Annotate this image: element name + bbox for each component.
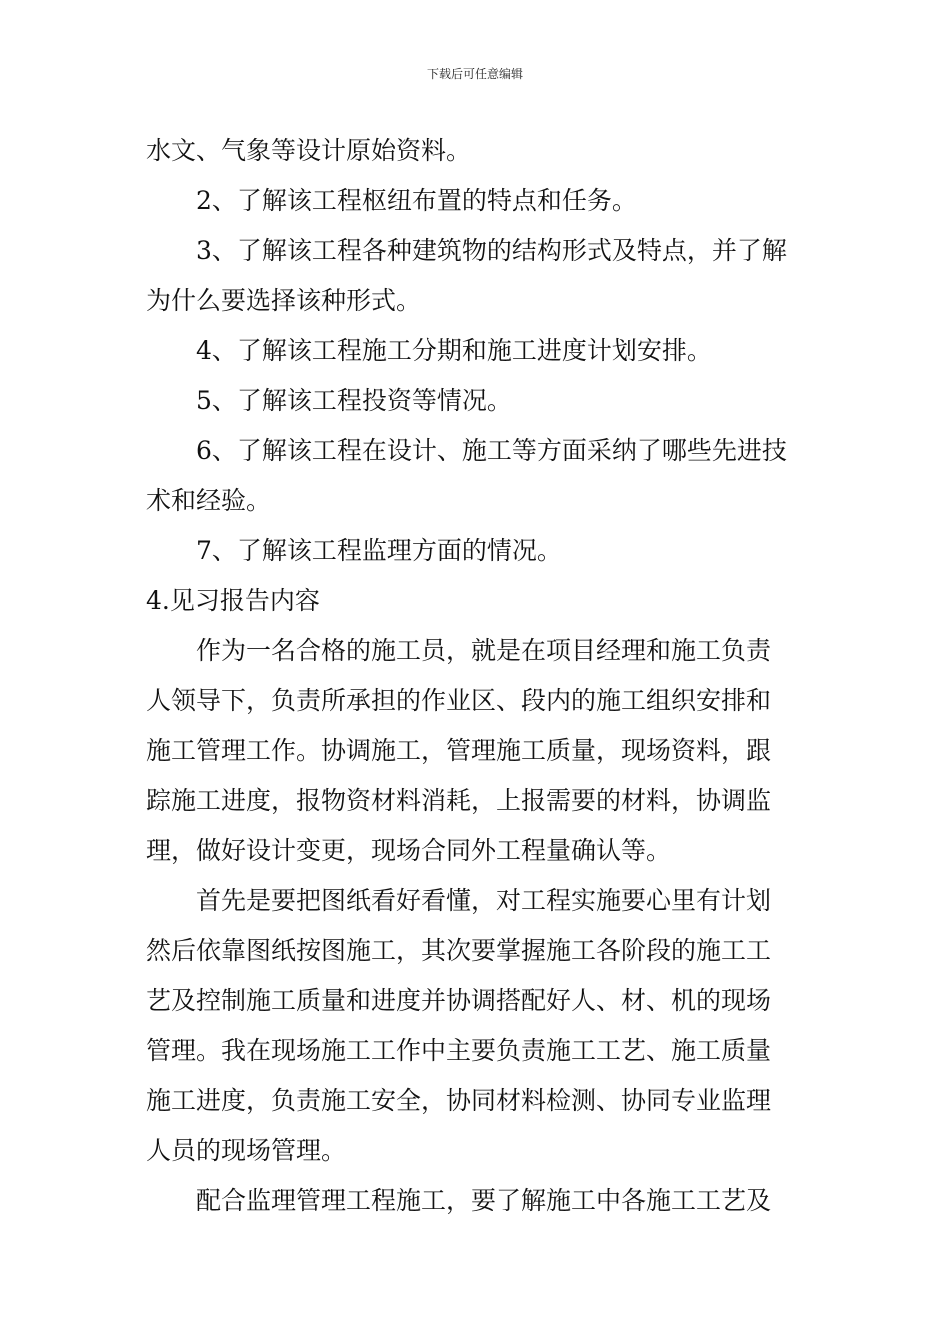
text-line: 然后依靠图纸按图施工，其次要掌握施工各阶段的施工工	[146, 936, 772, 965]
text-line: 踪施工进度，报物资材料消耗，上报需要的材料，协调监	[146, 786, 772, 815]
text-line: 首先是要把图纸看好看懂，对工程实施要心里有计划	[196, 886, 772, 915]
text-line: 人领导下，负责所承担的作业区、段内的施工组织安排和	[146, 686, 772, 715]
text-line: 6、了解该工程在设计、施工等方面采纳了哪些先进技	[196, 436, 787, 465]
document-body	[146, 126, 810, 1226]
text-line: 理，做好设计变更，现场合同外工程量确认等。	[146, 836, 672, 865]
text-line: 为什么要选择该种形式。	[146, 286, 422, 315]
text-line: 5、了解该工程投资等情况。	[196, 386, 512, 415]
text-line: 术和经验。	[146, 486, 272, 515]
text-line: 人员的现场管理。	[146, 1136, 347, 1165]
text-line: 作为一名合格的施工员，就是在项目经理和施工负责	[196, 636, 772, 665]
text-line: 配合监理管理工程施工，要了解施工中各施工工艺及	[196, 1186, 772, 1215]
text-line: 管理。我在现场施工工作中主要负责施工工艺、施工质量	[146, 1036, 772, 1065]
text-line: 4、了解该工程施工分期和施工进度计划安排。	[196, 336, 712, 365]
text-line: 7、了解该工程监理方面的情况。	[196, 536, 562, 565]
text-line: 2、了解该工程枢纽布置的特点和任务。	[196, 186, 637, 215]
page-header: 下载后可任意编辑	[426, 67, 523, 81]
text-line: 施工进度，负责施工安全，协同材料检测、协同专业监理	[146, 1086, 772, 1115]
text-line: 水文、气象等设计原始资料。	[146, 136, 472, 165]
text-line: 艺及控制施工质量和进度并协调搭配好人、材、机的现场	[146, 986, 772, 1015]
section-heading: 4.见习报告内容	[146, 586, 320, 615]
text-line: 施工管理工作。协调施工，管理施工质量，现场资料，跟	[146, 736, 772, 765]
text-line: 3、了解该工程各种建筑物的结构形式及特点，并了解	[196, 236, 787, 265]
